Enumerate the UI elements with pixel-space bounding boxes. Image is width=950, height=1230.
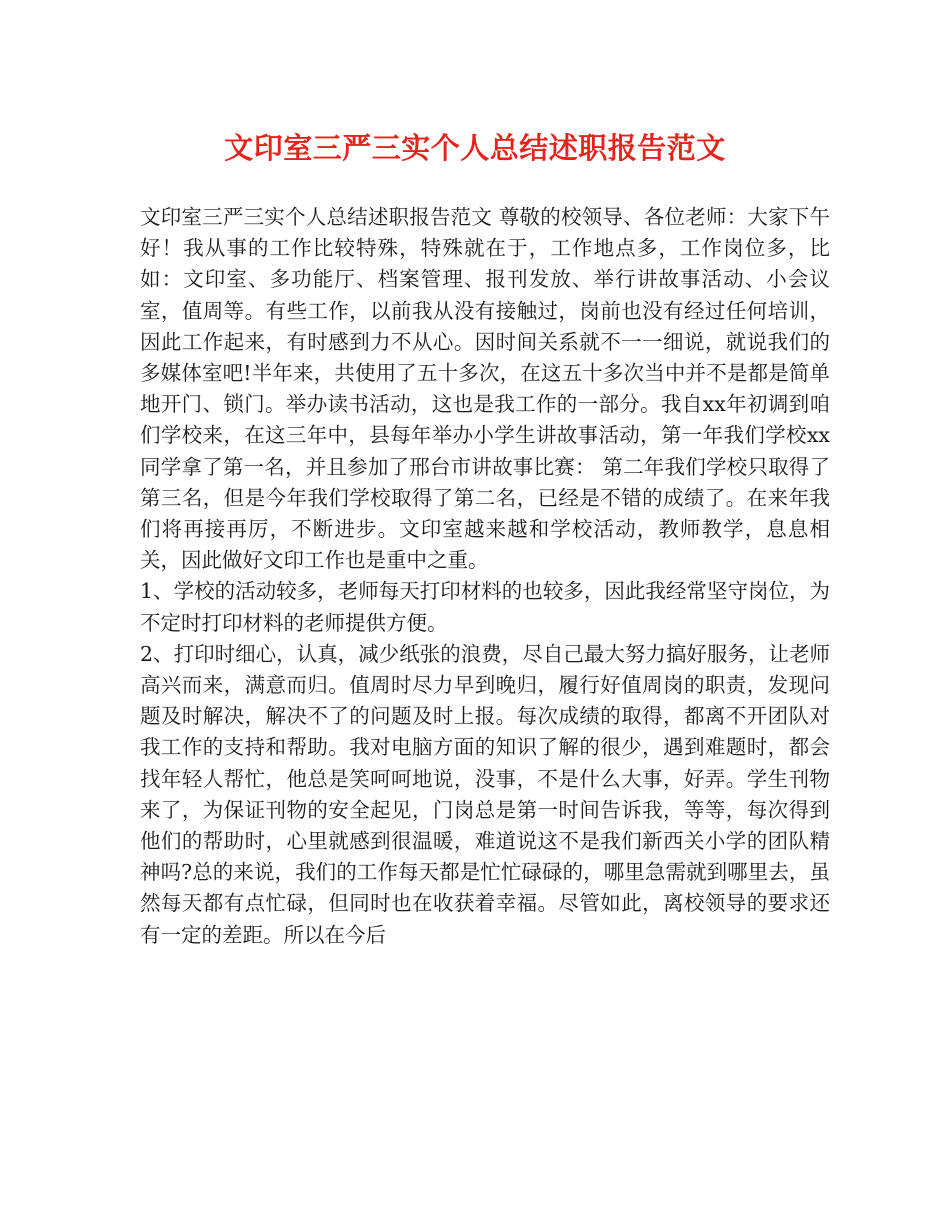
body-paragraph-item-1: 1、学校的活动较多，老师每天打印材料的也较多，因此我经常坚守岗位，为不定时打印材料的老师提供方便。 [140,579,830,635]
body-paragraph-item-2: 2、打印时细心，认真，减少纸张的浪费，尽自己最大努力搞好服务，让老师高兴而来，满意而归。值周时尽力早到晚归，履行好值周岗的职责，发现问题及时解决，解决不了的问题及时上报。每次成绩的取得，都离不开团队对我工作的支持和帮助。我对电脑方面的知识了解的很少，遇到难题时，都会找年轻人帮忙，他总是笑呵呵地说，没事，不是什么大事，好弄。学生刊物来了，为保证刊物的安全起见，门岗总是第一时间告诉我，等等，每次得到他们的帮助时，心里就感到很温暖，难道说这不是我们新西关小学的团队精神吗?总的来说，我们的工作每天都是忙忙碌碌的，哪里急需就到哪里去，虽然每天都有点忙碌，但同时也在收获着幸福。尽管如此，离校领导的要求还有一定的差距。所以在今后 [140,641,830,947]
body-paragraph-intro: 文印室三严三实个人总结述职报告范文 尊敬的校领导、各位老师：大家下午好！我从事的工作比较特殊，特殊就在于，工作地点多，工作岗位多，比如：文印室、多功能厅、档案管理、报刊发放、举行讲故事活动、小会议室，值周等。有些工作，以前我从没有接触过，岗前也没有经过任何培训，因此工作起来，有时感到力不从心。因时间关系就不一一细说，就说我们的多媒体室吧!半年来，共使用了五十多次，在这五十多次当中并不是都是简单地开门、锁门。举办读书活动，这也是我工作的一部分。我自xx年初调到咱们学校来，在这三年中，县每年举办小学生讲故事活动，第一年我们学校xx同学拿了第一名，并且参加了邢台市讲故事比赛： 第二年我们学校只取得了第三名，但是今年我们学校取得了第二名，已经是不错的成绩了。在来年我们将再接再厉，不断进步。文印室越来越和学校活动，教师教学，息息相关，因此做好文印工作也是重中之重。 [140,205,830,573]
document-title: 文印室三严三实个人总结述职报告范文 [224,131,726,165]
document-body [140,202,830,951]
